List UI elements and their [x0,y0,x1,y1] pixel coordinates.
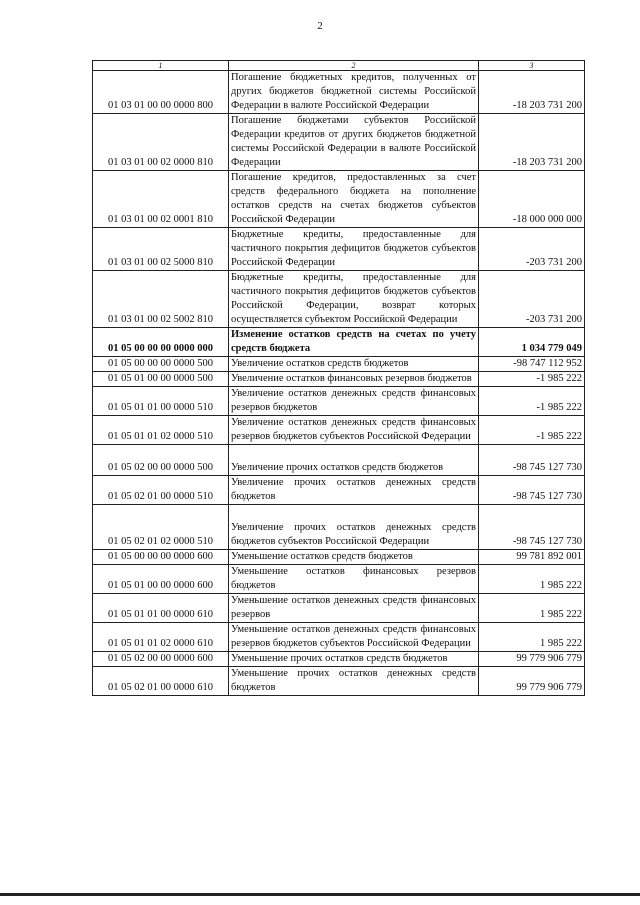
row-value: -98 745 127 730 [479,445,585,476]
table-header-row [93,61,585,71]
table-row [93,445,585,476]
row-name: Погашение кредитов, предоставленных за счет средств федерального бюджета на пополнение остатков средств на счетах бюджетов субъектов Российской Федерации [229,171,479,228]
table-row [93,372,585,387]
row-code: 01 03 01 00 02 0001 810 [93,171,229,228]
row-name: Увеличение остатков финансовых резервов бюджетов [229,372,479,387]
row-code: 01 03 01 00 02 0000 810 [93,114,229,171]
row-value: 1 985 222 [479,623,585,652]
row-code: 01 05 01 01 00 0000 610 [93,594,229,623]
row-code: 01 05 00 00 00 0000 600 [93,550,229,565]
page-number: 2 [317,20,323,32]
row-value: -1 985 222 [479,387,585,416]
table-row [93,271,585,328]
row-value: -203 731 200 [479,228,585,271]
table-row [93,505,585,550]
row-code: 01 05 02 01 02 0000 510 [93,505,229,550]
row-name: Погашение бюджетами субъектов Российской Федерации кредитов от других бюджетов бюджетной системы Российской Федерации в валюте Российской Федерации [229,114,479,171]
table-row [93,228,585,271]
table-row [93,476,585,505]
table-row [93,565,585,594]
table-row [93,171,585,228]
row-value: -18 203 731 200 [479,114,585,171]
row-name: Увеличение остатков денежных средств финансовых резервов бюджетов [229,387,479,416]
table-row [93,328,585,357]
row-value: 1 034 779 049 [479,328,585,357]
row-value: -98 745 127 730 [479,476,585,505]
row-value: -1 985 222 [479,416,585,445]
row-code: 01 05 00 00 00 0000 500 [93,357,229,372]
row-value: -98 745 127 730 [479,505,585,550]
table-row [93,550,585,565]
row-name: Увеличение прочих остатков денежных средств бюджетов субъектов Российской Федерации [229,505,479,550]
row-value: -98 747 112 952 [479,357,585,372]
row-code: 01 03 01 00 00 0000 800 [93,71,229,114]
table-row [93,71,585,114]
row-name: Уменьшение прочих остатков средств бюджетов [229,652,479,667]
row-name: Уменьшение остатков финансовых резервов бюджетов [229,565,479,594]
row-name: Бюджетные кредиты, предоставленные для частичного покрытия дефицитов бюджетов субъектов Российской Федерации [229,228,479,271]
page-bottom-border [0,893,640,896]
row-value: 99 779 906 779 [479,652,585,667]
row-code: 01 05 02 01 00 0000 510 [93,476,229,505]
row-name: Увеличение прочих остатков денежных средств бюджетов [229,476,479,505]
row-code: 01 05 01 00 00 0000 500 [93,372,229,387]
header-col-1: 1 [93,61,229,71]
row-name: Уменьшение остатков средств бюджетов [229,550,479,565]
header-col-2: 2 [229,61,479,71]
row-value: -18 000 000 000 [479,171,585,228]
row-value: -203 731 200 [479,271,585,328]
row-value: -18 203 731 200 [479,71,585,114]
row-code: 01 05 01 00 00 0000 600 [93,565,229,594]
row-name: Увеличение остатков средств бюджетов [229,357,479,372]
row-name: Увеличение прочих остатков средств бюджетов [229,445,479,476]
row-code: 01 05 01 01 02 0000 610 [93,623,229,652]
table-row [93,114,585,171]
row-code: 01 05 02 01 00 0000 610 [93,667,229,696]
row-name: Изменение остатков средств на счетах по учету средств бюджета [229,328,479,357]
table-row [93,387,585,416]
row-name: Уменьшение остатков денежных средств финансовых резервов [229,594,479,623]
row-code: 01 05 01 01 02 0000 510 [93,416,229,445]
row-name: Бюджетные кредиты, предоставленные для частичного покрытия дефицитов бюджетов субъектов Российской Федерации, возврат которых осуществляется субъектом Российской Федерации [229,271,479,328]
row-value: 99 781 892 001 [479,550,585,565]
table-row [93,357,585,372]
row-value: 1 985 222 [479,594,585,623]
row-code: 01 05 02 00 00 0000 500 [93,445,229,476]
row-value: 99 779 906 779 [479,667,585,696]
table-row [93,416,585,445]
row-value: -1 985 222 [479,372,585,387]
row-code: 01 05 00 00 00 0000 000 [93,328,229,357]
budget-sources-table [92,60,585,696]
row-value: 1 985 222 [479,565,585,594]
row-code: 01 05 02 00 00 0000 600 [93,652,229,667]
header-col-3: 3 [479,61,585,71]
row-code: 01 05 01 01 00 0000 510 [93,387,229,416]
row-code: 01 03 01 00 02 5002 810 [93,271,229,328]
row-name: Уменьшение прочих остатков денежных средств бюджетов [229,667,479,696]
row-name: Погашение бюджетных кредитов, полученных от других бюджетов бюджетной системы Российской Федерации в валюте Российской Федерации [229,71,479,114]
table-row [93,623,585,652]
table-row [93,652,585,667]
table-row [93,667,585,696]
row-name: Уменьшение остатков денежных средств финансовых резервов бюджетов субъектов Российской Федерации [229,623,479,652]
row-name: Увеличение остатков денежных средств финансовых резервов бюджетов субъектов Российской Федерации [229,416,479,445]
table-row [93,594,585,623]
row-code: 01 03 01 00 02 5000 810 [93,228,229,271]
